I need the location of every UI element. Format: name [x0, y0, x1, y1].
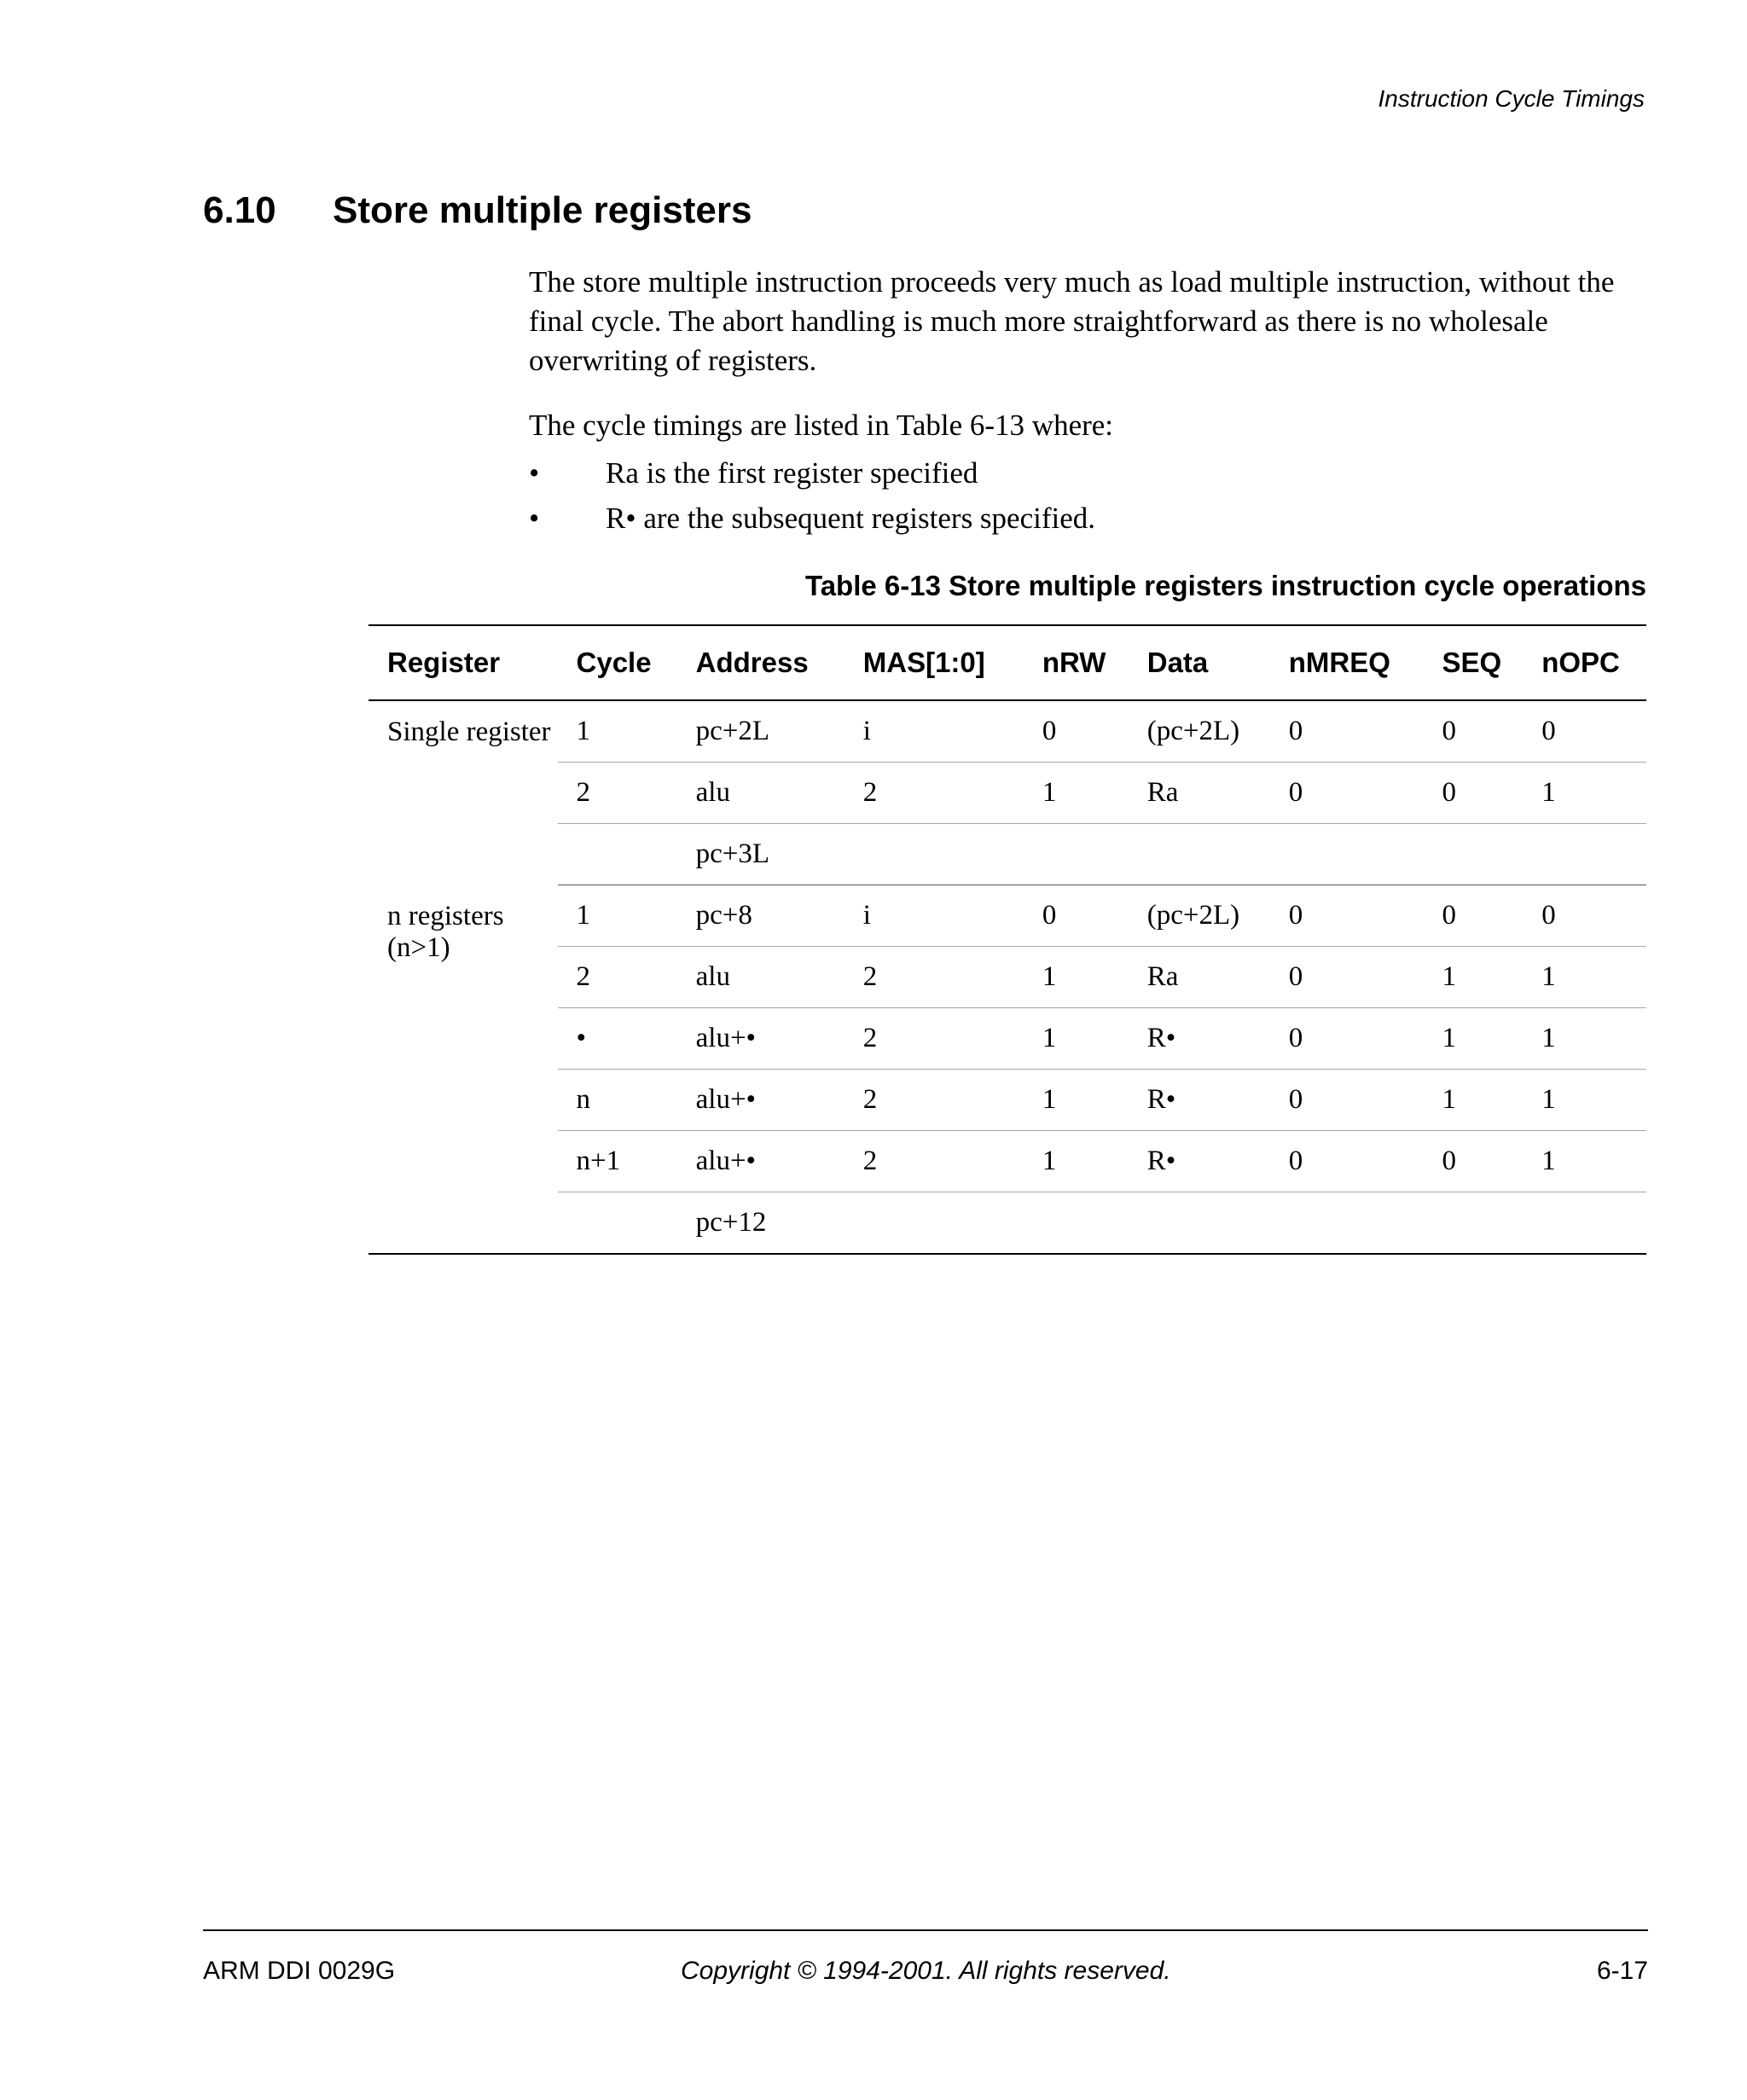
table-cell: (pc+2L) — [1129, 700, 1270, 763]
table-cell — [1270, 824, 1424, 885]
table-cell: 0 — [1270, 947, 1424, 1008]
table-cell: pc+2L — [677, 700, 844, 763]
table-cell — [1024, 1192, 1129, 1255]
table-cell: 1 — [1423, 1008, 1523, 1070]
table-cell: 1 — [1423, 1070, 1523, 1131]
table-cell — [1523, 1192, 1646, 1255]
table-cell: 0 — [1270, 885, 1424, 947]
table-cell: 1 — [1024, 763, 1129, 824]
table-cell: 1 — [558, 700, 677, 763]
table-row — [369, 1070, 1646, 1131]
table-cell: i — [844, 700, 1024, 763]
table-cell: 1 — [1423, 947, 1523, 1008]
table-cell: pc+12 — [695, 1207, 767, 1238]
table-row — [369, 700, 1646, 763]
bullet-text: Ra is the first register specified — [606, 456, 978, 490]
table-header-row — [369, 625, 1646, 700]
table-row — [369, 947, 1646, 1008]
table-cell: • — [558, 1008, 677, 1070]
table-cell: 2 — [558, 947, 677, 1008]
table-cell: 0 — [1523, 700, 1646, 763]
running-header: Instruction Cycle Timings — [1378, 85, 1645, 112]
column-header: nRW — [1024, 625, 1129, 700]
table-cell: 1 — [1024, 1131, 1129, 1192]
table-cell: 1 — [1523, 763, 1646, 824]
table-cell: 2 — [844, 763, 1024, 824]
table-cell: 1 — [1523, 1008, 1646, 1070]
table-cell: 0 — [1270, 763, 1424, 824]
table-cell: alu+• — [677, 1131, 844, 1192]
table-cell: 1 — [1024, 947, 1129, 1008]
table-cell — [558, 824, 677, 885]
table-cell: 0 — [1270, 1008, 1424, 1070]
table-cell: 1 — [1523, 1070, 1646, 1131]
footer-copyright: Copyright © 1994-2001. All rights reserved. — [681, 1957, 1171, 1985]
table-cell: alu — [677, 947, 844, 1008]
column-header: nMREQ — [1270, 625, 1424, 700]
table-cell: 0 — [1423, 885, 1523, 947]
table-cell — [1024, 824, 1129, 885]
column-header: Register — [369, 625, 558, 700]
table-cell — [558, 1192, 677, 1255]
table-cell — [1129, 1192, 1270, 1255]
table-cell: alu+• — [677, 1008, 844, 1070]
bullet-item — [529, 496, 1646, 541]
table-cell — [1423, 1192, 1523, 1255]
table-cell: 2 — [558, 763, 677, 824]
table-cell: R• — [1129, 1008, 1270, 1070]
register-group-cell: Single register — [387, 716, 551, 747]
bullet-item — [529, 450, 1646, 496]
table-cell: 0 — [1523, 885, 1646, 947]
table-row — [369, 824, 1646, 885]
table-cell: alu+• — [677, 1070, 844, 1131]
table-cell: pc+8 — [677, 885, 844, 947]
table-cell: 1 — [558, 885, 677, 947]
bullet-list — [529, 450, 1646, 541]
column-header: Address — [677, 625, 844, 700]
table-cell — [1270, 1192, 1424, 1255]
table-cell — [1523, 824, 1646, 885]
table-body — [369, 700, 1646, 1254]
table-caption: Table 6-13 Store multiple registers instruction cycle operations — [804, 570, 1646, 601]
table-cell — [844, 824, 1024, 885]
table-reference-paragraph: The cycle timings are listed in Table 6-13 where: — [529, 409, 1114, 442]
body-text — [529, 263, 1646, 541]
table-row — [369, 763, 1646, 824]
table-cell: 1 — [1024, 1070, 1129, 1131]
bullet-mark: • — [529, 456, 540, 490]
intro-paragraph: The store multiple instruction proceeds very much as load multiple instruction, without the final cycle. The abort handling is much more straightforward as there is no wholesale overwriting of registers. — [529, 265, 1615, 377]
table-cell: Ra — [1129, 947, 1270, 1008]
register-group-cell: n registers (n>1) — [387, 900, 504, 963]
column-header: nOPC — [1523, 625, 1646, 700]
footer-rule — [203, 1929, 1648, 1931]
footer-doc-id: ARM DDI 0029G — [203, 1957, 396, 1985]
table-cell: 0 — [1423, 700, 1523, 763]
table-cell — [1129, 824, 1270, 885]
column-header: MAS[1:0] — [844, 625, 1024, 700]
table-cell — [844, 1192, 1024, 1255]
table-cell: 2 — [844, 1008, 1024, 1070]
table-row — [369, 1131, 1646, 1192]
table-cell: 0 — [1270, 700, 1424, 763]
table-cell: 2 — [844, 1131, 1024, 1192]
section-title: Store multiple registers — [333, 189, 752, 231]
table-cell — [1423, 824, 1523, 885]
table-cell: 0 — [1423, 1131, 1523, 1192]
table-row — [369, 1192, 1646, 1255]
section-heading — [203, 189, 752, 232]
table-cell: pc+3L — [677, 824, 844, 885]
bullet-mark: • — [529, 502, 540, 535]
table-cell: 0 — [1024, 885, 1129, 947]
table-cell: n+1 — [558, 1131, 677, 1192]
table-cell: 0 — [1423, 763, 1523, 824]
table-cell: 0 — [1024, 700, 1129, 763]
table-cell: R• — [1129, 1070, 1270, 1131]
cycle-table — [369, 624, 1646, 1255]
table-cell: 1 — [1523, 1131, 1646, 1192]
table-cell: i — [844, 885, 1024, 947]
table-cell: R• — [1129, 1131, 1270, 1192]
table-cell: 0 — [1270, 1131, 1424, 1192]
table-cell: (pc+2L) — [1129, 885, 1270, 947]
table-cell: 0 — [1270, 1070, 1424, 1131]
column-header: SEQ — [1423, 625, 1523, 700]
table-row — [369, 885, 1646, 947]
footer-page-number: 6-17 — [1596, 1957, 1648, 1985]
column-header: Data — [1129, 625, 1270, 700]
table-row — [369, 1008, 1646, 1070]
table-cell: Ra — [1129, 763, 1270, 824]
column-header: Cycle — [558, 625, 677, 700]
bullet-text: R• are the subsequent registers specified. — [606, 502, 1096, 535]
table-cell: 2 — [844, 947, 1024, 1008]
section-number: 6.10 — [203, 189, 276, 231]
table-cell: 1 — [1024, 1008, 1129, 1070]
table-cell: 2 — [844, 1070, 1024, 1131]
table-cell: alu — [677, 763, 844, 824]
table-cell: n — [558, 1070, 677, 1131]
table-cell: 1 — [1523, 947, 1646, 1008]
